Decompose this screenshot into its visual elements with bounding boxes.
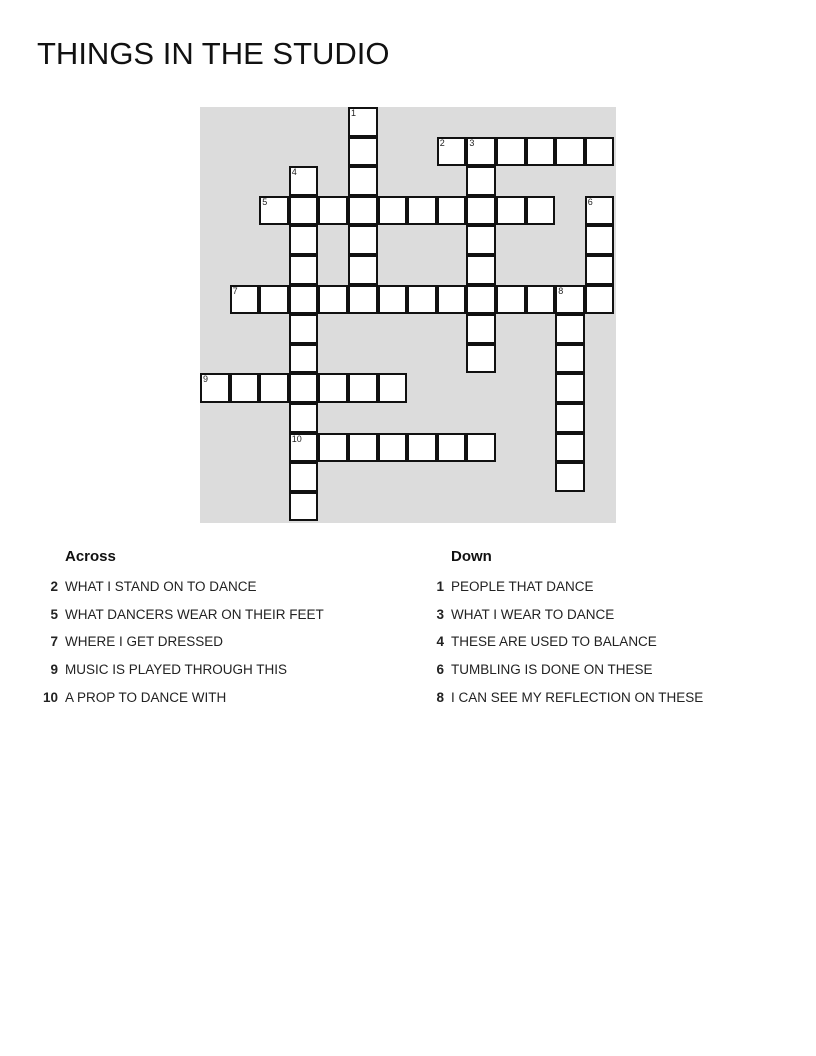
crossword-cell[interactable]: [348, 166, 378, 196]
cell-number: 3: [469, 137, 475, 148]
crossword-cell[interactable]: [466, 166, 496, 196]
down-clue: [423, 577, 763, 605]
crossword-cell[interactable]: [200, 373, 230, 403]
clue-text: WHAT DANCERS WEAR ON THEIR FEET: [65, 606, 324, 622]
across-clue: [37, 605, 377, 633]
crossword-cell[interactable]: [348, 196, 378, 226]
crossword-cell[interactable]: [289, 314, 319, 344]
crossword-cell[interactable]: [555, 285, 585, 315]
crossword-cell[interactable]: [526, 285, 556, 315]
crossword-cell[interactable]: [466, 433, 496, 463]
crossword-cell[interactable]: [348, 373, 378, 403]
crossword-cell[interactable]: [555, 137, 585, 167]
crossword-cell[interactable]: [466, 137, 496, 167]
crossword-cell[interactable]: [348, 137, 378, 167]
crossword-cell[interactable]: [555, 403, 585, 433]
crossword-cell[interactable]: [318, 433, 348, 463]
page-title: THINGS IN THE STUDIO: [37, 36, 390, 71]
crossword-cell[interactable]: [348, 285, 378, 315]
cell-number: 10: [291, 433, 302, 444]
cell-number: 7: [232, 285, 238, 296]
clue-number: 3: [436, 606, 444, 622]
down-heading: Down: [451, 548, 492, 565]
crossword-cell[interactable]: [289, 196, 319, 226]
crossword-cell[interactable]: [289, 344, 319, 374]
crossword-cell[interactable]: [259, 196, 289, 226]
clue-text: WHAT I WEAR TO DANCE: [451, 606, 615, 622]
crossword-cell[interactable]: [289, 285, 319, 315]
clue-number: 9: [50, 662, 58, 678]
crossword-cell[interactable]: [496, 285, 526, 315]
clue-number: 6: [436, 662, 444, 678]
clue-text: A PROP TO DANCE WITH: [65, 689, 227, 705]
clue-text: PEOPLE THAT DANCE: [451, 579, 594, 594]
crossword-cell[interactable]: [407, 433, 437, 463]
crossword-cell[interactable]: [496, 196, 526, 226]
crossword-cell[interactable]: [378, 433, 408, 463]
down-clue: [423, 605, 763, 633]
across-clue-list: [37, 577, 377, 715]
crossword-cell[interactable]: [585, 255, 615, 285]
crossword-cell[interactable]: [318, 196, 348, 226]
cell-number: 2: [439, 137, 445, 148]
crossword-cell[interactable]: [585, 225, 615, 255]
crossword-grid: [200, 107, 616, 523]
clue-number: 5: [50, 606, 58, 622]
cell-number: 5: [262, 196, 268, 207]
crossword-cell[interactable]: [437, 433, 467, 463]
crossword-cell[interactable]: [289, 373, 319, 403]
clue-text: WHAT I STAND ON TO DANCE: [65, 579, 257, 594]
cell-number: 4: [291, 167, 297, 178]
crossword-cell[interactable]: [585, 196, 615, 226]
crossword-cell[interactable]: [437, 137, 467, 167]
crossword-cell[interactable]: [496, 137, 526, 167]
crossword-cell[interactable]: [466, 225, 496, 255]
crossword-cell[interactable]: [437, 196, 467, 226]
crossword-cell[interactable]: [555, 373, 585, 403]
clue-number: 4: [436, 634, 444, 650]
crossword-cell[interactable]: [348, 225, 378, 255]
clue-number: 8: [436, 689, 444, 705]
crossword-cell[interactable]: [585, 137, 615, 167]
crossword-cell[interactable]: [289, 166, 319, 196]
cell-number: 9: [203, 374, 209, 385]
down-clue: [423, 660, 763, 688]
down-clue: [423, 632, 763, 660]
across-heading: Across: [65, 548, 116, 565]
crossword-cell[interactable]: [318, 373, 348, 403]
clue-number: 7: [50, 634, 58, 650]
crossword-cell[interactable]: [348, 255, 378, 285]
crossword-cell[interactable]: [466, 285, 496, 315]
crossword-cell[interactable]: [466, 314, 496, 344]
clue-text: I CAN SEE MY REFLECTION ON THESE: [451, 689, 704, 705]
crossword-cell[interactable]: [348, 107, 378, 137]
crossword-cell[interactable]: [585, 285, 615, 315]
cell-number: 1: [351, 108, 357, 118]
crossword-cell[interactable]: [437, 285, 467, 315]
across-clue: [37, 688, 377, 716]
clue-number: 1: [436, 579, 444, 594]
crossword-cell[interactable]: [555, 433, 585, 463]
cell-number: 6: [587, 196, 593, 207]
crossword-cell[interactable]: [289, 433, 319, 463]
crossword-cell[interactable]: [348, 433, 378, 463]
clue-text: TUMBLING IS DONE ON THESE: [451, 662, 653, 678]
crossword-cell[interactable]: [555, 344, 585, 374]
crossword-cell[interactable]: [466, 344, 496, 374]
cell-number: 8: [558, 285, 564, 296]
crossword-cell[interactable]: [466, 255, 496, 285]
down-clue-list: [423, 577, 763, 715]
clue-number: 2: [50, 579, 58, 594]
crossword-cell[interactable]: [230, 373, 260, 403]
crossword-cell[interactable]: [555, 314, 585, 344]
down-clue: [423, 688, 763, 716]
crossword-cell[interactable]: [289, 462, 319, 492]
crossword-cell[interactable]: [289, 225, 319, 255]
crossword-cell[interactable]: [378, 373, 408, 403]
crossword-cell[interactable]: [526, 137, 556, 167]
crossword-cell[interactable]: [378, 196, 408, 226]
across-clue: [37, 660, 377, 688]
crossword-cell[interactable]: [230, 285, 260, 315]
crossword-cell[interactable]: [259, 373, 289, 403]
crossword-cell[interactable]: [466, 196, 496, 226]
crossword-cell[interactable]: [318, 285, 348, 315]
crossword-cell[interactable]: [289, 255, 319, 285]
clue-text: MUSIC IS PLAYED THROUGH THIS: [65, 662, 288, 678]
clue-text: WHERE I GET DRESSED: [65, 634, 224, 650]
crossword-cell[interactable]: [289, 492, 319, 522]
across-clue: [37, 632, 377, 660]
crossword-cell[interactable]: [259, 285, 289, 315]
crossword-cell[interactable]: [407, 196, 437, 226]
crossword-cell[interactable]: [407, 285, 437, 315]
clue-text: THESE ARE USED TO BALANCE: [451, 634, 657, 650]
across-clue: [37, 577, 377, 605]
clue-number: 10: [42, 689, 58, 705]
crossword-cell[interactable]: [526, 196, 556, 226]
crossword-cell[interactable]: [555, 462, 585, 492]
crossword-cell[interactable]: [289, 403, 319, 433]
crossword-cell[interactable]: [378, 285, 408, 315]
